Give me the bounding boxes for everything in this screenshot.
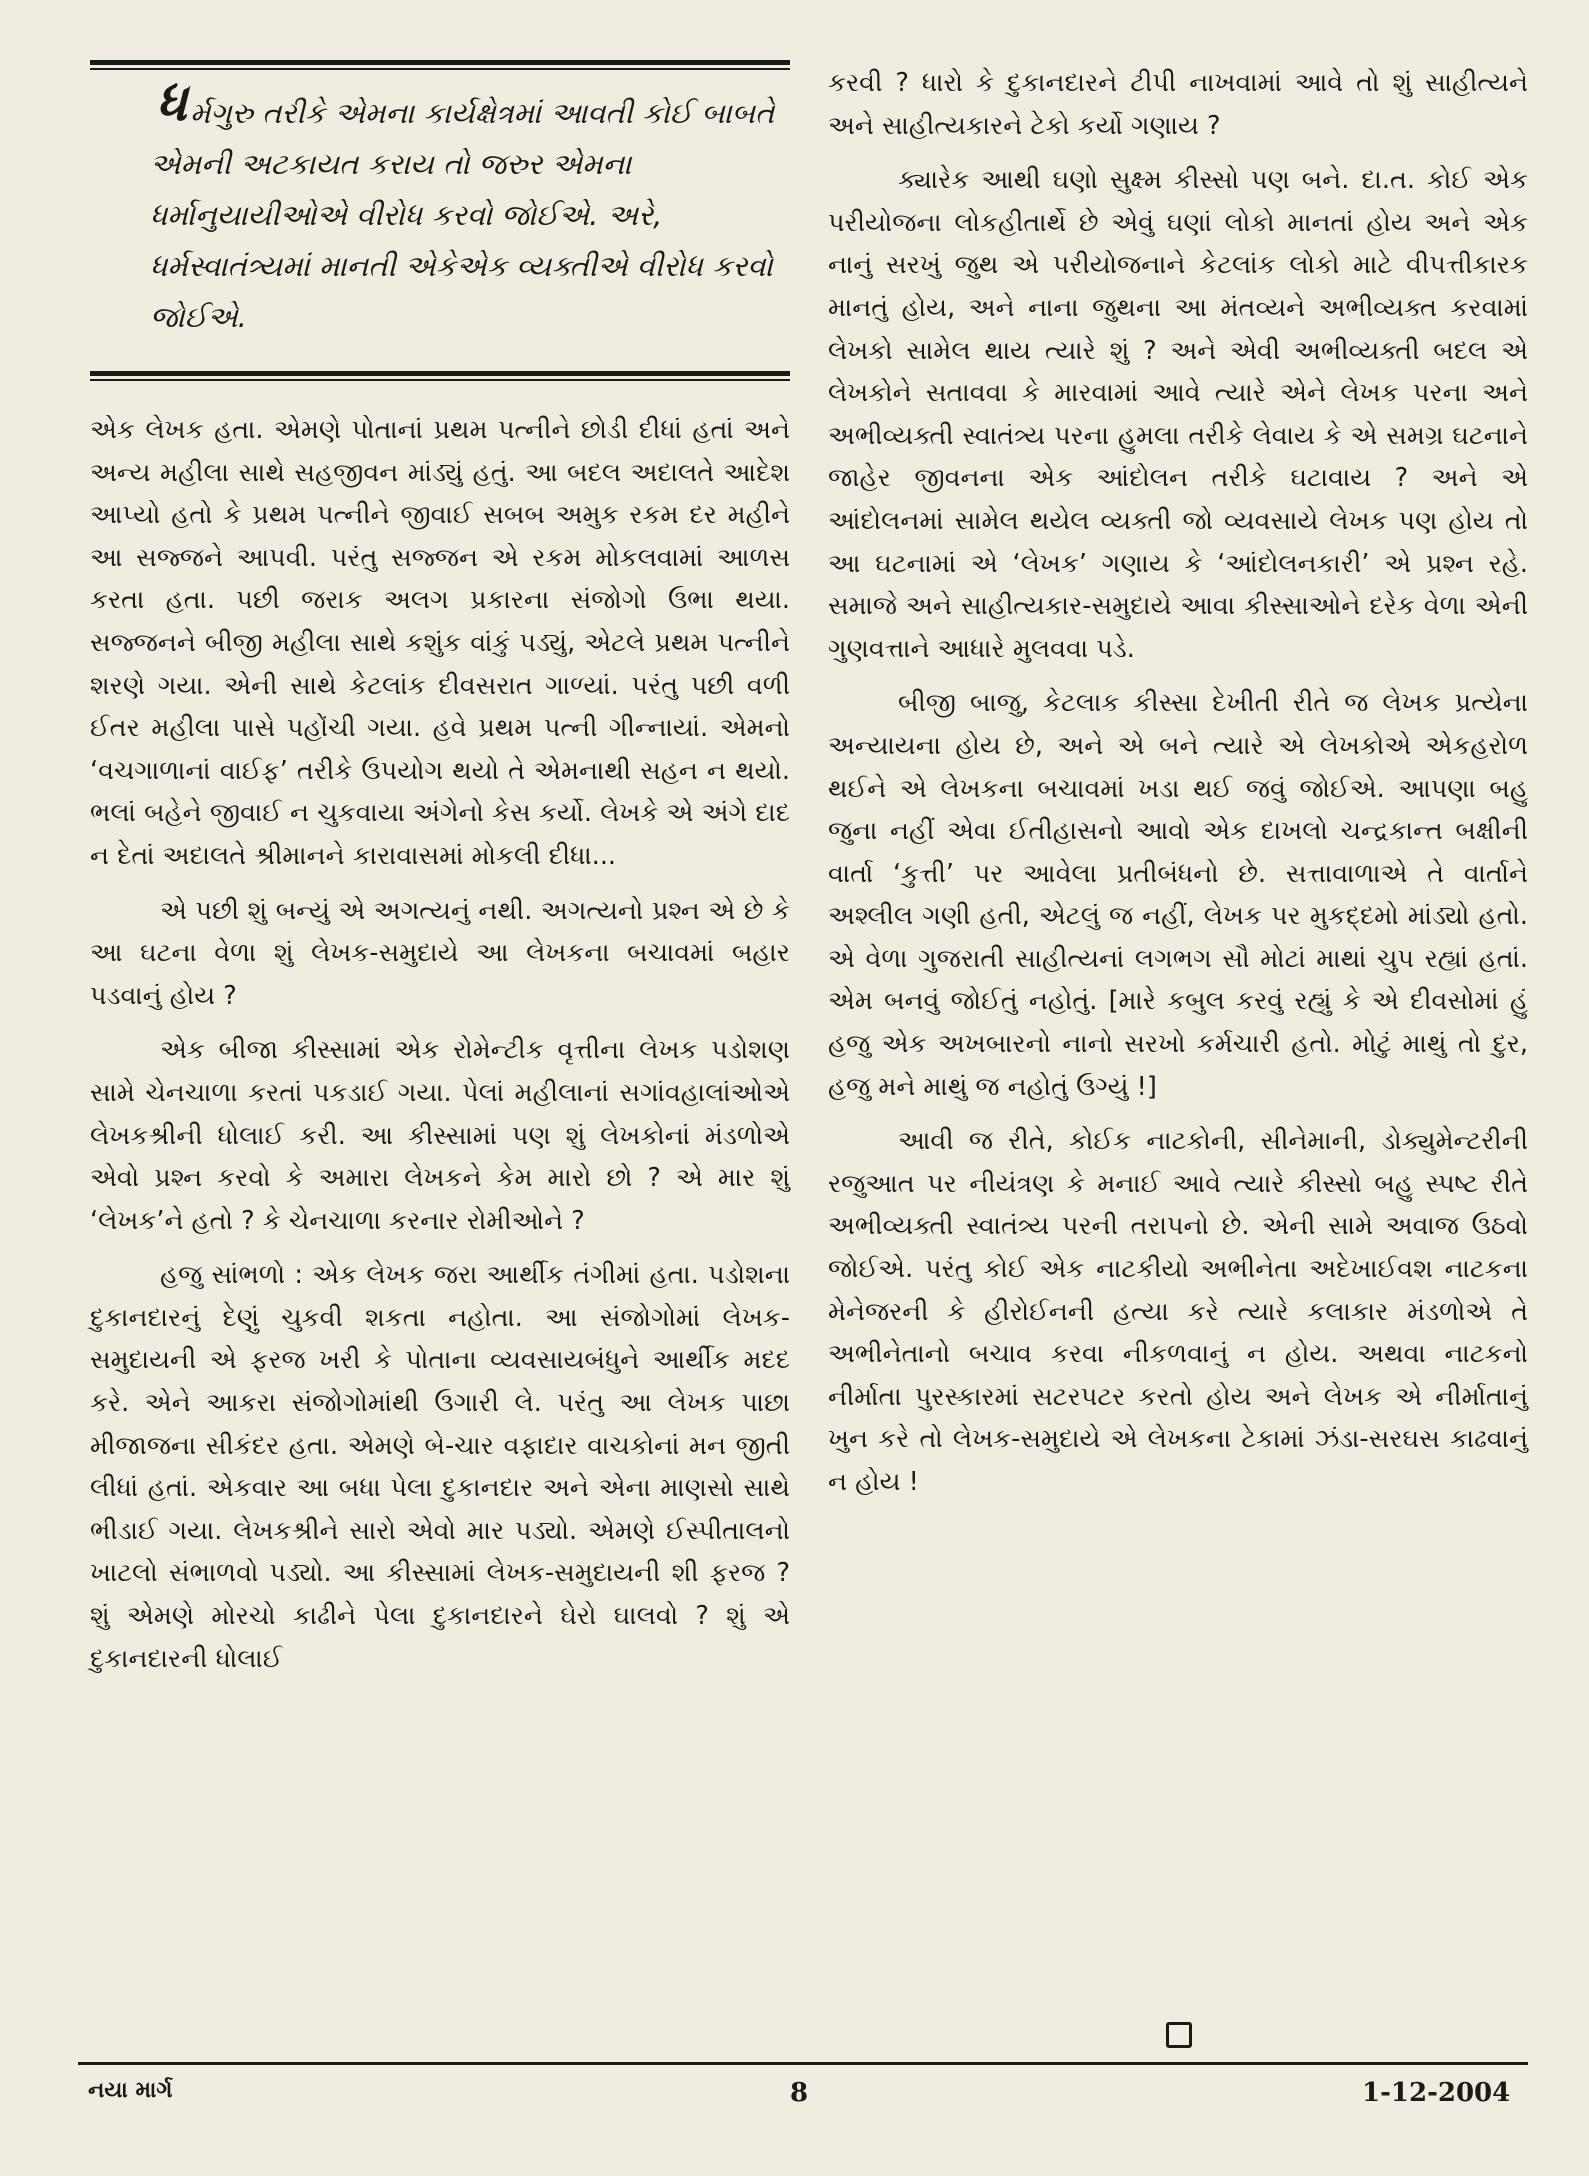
- left-paragraph-2: એ પછી શું બન્યું એ અગત્યનું નથી. અગત્યનો પ્રશ્ન એ છે કે આ ઘટના વેળા શું લેખક-સમુદાયે આ લેખકના બચાવમાં બહાર પડવાનું હોય ?: [90, 895, 790, 1011]
- footer-rule: [78, 2062, 1528, 2065]
- left-paragraph-3: એક બીજા કીસ્સામાં એક રોમેન્ટીક વૃત્તીના લેખક પડોશણ સામે ચેનચાળા કરતાં પકડાઈ ગયા. પેલાં મહીલાનાં સગાંવહાલાંઓએ લેખકશ્રીની ધોલાઈ કરી. આ કીસ્સામાં પણ શું લેખકોનાં મંડળોએ એવો પ્રશ્ન કરવો કે અમારા લેખકને કેમ મારો છો ? એ માર શું ‘લેખક’ને હતો ? કે ચેનચાળા કરનાર રોમીઓને ?: [90, 1035, 790, 1236]
- pullquote-text: ર્મગુરુ તરીકે એમના કાર્યક્ષેત્રમાં આવતી કોઈ બાબતે એમની અટકાયત કરાય તો જરુર એમના ધર્માનુયાયીઓએ વીરોધ કરવો જોઈએ. અરે, ધર્મસ્વાતંત્ર્યમાં માનતી એકેએક વ્યક્તીએ વીરોધ કરવો જોઈએ.: [150, 96, 775, 334]
- pullquote-dropcap: ધ: [156, 73, 188, 133]
- end-mark-icon: [1166, 2022, 1192, 2048]
- pullquote-top-rule: [90, 60, 790, 70]
- footer-date: 1-12-2004: [1362, 2078, 1511, 2108]
- right-column: [828, 62, 1528, 1504]
- pullquote: [90, 70, 790, 355]
- left-column: [90, 60, 790, 1680]
- pullquote-bottom-rule: [90, 371, 790, 381]
- footer-page-number: 8: [790, 2078, 809, 2108]
- left-paragraph-1: એક લેખક હતા. એમણે પોતાનાં પ્રથમ પત્નીને છોડી દીધાં હતાં અને અન્ય મહીલા સાથે સહજીવન માંડ્યું હતું. આ બદલ અદાલતે આદેશ આપ્યો હતો કે પ્રથમ પત્નીને જીવાઈ સબબ અમુક રકમ દર મહીને આ સજ્જને આપવી. પરંતુ સજ્જન એ રકમ મોકલવામાં આળસ કરતા હતા. પછી જરાક અલગ પ્રકારના સંજોગો ઉભા થયા. સજ્જનને બીજી મહીલા સાથે કશુંક વાંકું પડ્યું, એટલે પ્રથમ પત્નીને શરણે ગયા. એની સાથે કેટલાંક દીવસરાત ગાળ્યાં. પરંતુ પછી વળી ઈતર મહીલા પાસે પહોંચી ગયા. હવે પ્રથમ પત્ની ગીન્નાયાં. એમનો ‘વચગાળાનાં વાઈફ’ તરીકે ઉપયોગ થયો તે એમનાથી સહન ન થયો. ભલાં બહેને જીવાઈ ન ચુકવાયા અંગેનો કેસ કર્યો. લેખકે એ અંગે દાદ ન દેતાં અદાલતે શ્રીમાનને કારાવાસમાં મોકલી દીધા...: [90, 415, 790, 871]
- right-paragraph-2: ક્યારેક આથી ઘણો સુક્ષ્મ કીસ્સો પણ બને. દા.ત. કોઈ એક પરીયોજના લોકહીતાર્થે છે એવું ઘણાં લોકો માનતાં હોય અને એક નાનું સરખું જુથ એ પરીયોજનાને કેટલાંક લોકો માટે વીપત્તીકારક માનતું હોય, અને નાના જુથના આ મંતવ્યને અભીવ્યક્ત કરવામાં લેખકો સામેલ થાય ત્યારે શું ? અને એવી અભીવ્યક્તી બદલ એ લેખકોને સતાવવા કે મારવામાં આવે ત્યારે એને લેખક પરના અને અભીવ્યક્તી સ્વાતંત્ર્ય પરના હુમલા તરીકે લેવાય કે એ સમગ્ર ઘટનાને જાહેર જીવનના એક આંદોલન તરીકે ઘટાવાય ? અને એ આંદોલનમાં સામેલ થયેલ વ્યક્તી જો વ્યવસાયે લેખક પણ હોય તો આ ઘટનામાં એ ‘લેખક’ ગણાય કે ‘આંદોલનકારી’ એ પ્રશ્ન રહે. સમાજે અને સાહીત્યકાર-સમુદાયે આવા કીસ્સાઓને દરેક વેળા એની ગુણવત્તાને આધારે મુલવવા પડે.: [828, 165, 1528, 664]
- right-paragraph-1: કરવી ? ધારો કે દુકાનદારને ટીપી નાખવામાં આવે તો શું સાહીત્યને અને સાહીત્યકારને ટેકો કર્યો ગણાય ?: [828, 68, 1528, 141]
- footer-publication: નયા માર્ગ: [88, 2078, 173, 2103]
- left-paragraph-4: હજુ સાંભળો : એક લેખક જરા આર્થીક તંગીમાં હતા. પડોશના દુકાનદારનું દેણું ચુકવી શકતા નહોતા. આ સંજોગોમાં લેખક-સમુદાયની એ ફરજ ખરી કે પોતાના વ્યવસાયબંધુને આર્થીક મદદ કરે. એને આકરા સંજોગોમાંથી ઉગારી લે. પરંતુ આ લેખક પાછા મીજાજના સીકંદર હતા. એમણે બે-ચાર વફાદાર વાચકોનાં મન જીતી લીધાં હતાં. એકવાર આ બધા પેલા દુકાનદાર અને એના માણસો સાથે ભીડાઈ ગયા. લેખકશ્રીને સારો એવો માર પડ્યો. એમણે ઈસ્પીતાલનો ખાટલો સંભાળવો પડ્યો. આ કીસ્સામાં લેખક-સમુદાયની શી ફરજ ? શું એમણે મોરચો કાઢીને પેલા દુકાનદારને ઘેરો ઘાલવો ? શું એ દુકાનદારની ધોલાઈ: [90, 1260, 790, 1674]
- right-paragraph-3: બીજી બાજુ, કેટલાક કીસ્સા દેખીતી રીતે જ લેખક પ્રત્યેના અન્યાયના હોય છે, અને એ બને ત્યારે એ લેખકોએ એકહરોળ થઈને એ લેખકના બચાવમાં ખડા થઈ જવું જોઈએ. આપણા બહુ જુના નહીં એવા ઈતીહાસનો આવો એક દાખલો ચન્દ્રકાન્ત બક્ષીની વાર્તા ‘કુત્તી’ પર આવેલા પ્રતીબંધનો છે. સત્તાવાળાએ તે વાર્તાને અશ્લીલ ગણી હતી, એટલું જ નહીં, લેખક પર મુકદ્દમો માંડ્યો હતો. એ વેળા ગુજરાતી સાહીત્યનાં લગભગ સૌ મોટાં માથાં ચુપ રહ્યાં હતાં. એમ બનવું જોઈતું નહોતું. [મારે કબુલ કરવું રહ્યું કે એ દીવસોમાં હું હજુ એક અખબારનો નાનો સરખો કર્મચારી હતો. મોટું માથું તો દુર, હજુ મને માથું જ નહોતું ઉગ્યું !]: [828, 688, 1528, 1102]
- right-paragraph-4: આવી જ રીતે, કોઈક નાટકોની, સીનેમાની, ડોક્યુમેન્ટરીની રજુઆત પર નીયંત્રણ કે મનાઈ આવે ત્યારે કીસ્સો બહુ સ્પષ્ટ રીતે અભીવ્યક્તી સ્વાતંત્ર્ય પરની તરાપનો છે. એની સામે અવાજ ઉઠવો જોઈએ. પરંતુ કોઈ એક નાટકીયો અભીનેતા અદેખાઈવશ નાટકના મેનેજરની કે હીરોઈનની હત્યા કરે ત્યારે કલાકાર મંડળોએ તે અભીનેતાનો બચાવ કરવા નીકળવાનું ન હોય. અથવા નાટકનો નીર્માતા પુરસ્કારમાં સટરપટર કરતો હોય અને લેખક એ નીર્માતાનું ખુન કરે તો લેખક-સમુદાયે એ લેખકના ટેકામાં ઝંડા-સરઘસ કાઢવાનું ન હોય !: [828, 1126, 1528, 1497]
